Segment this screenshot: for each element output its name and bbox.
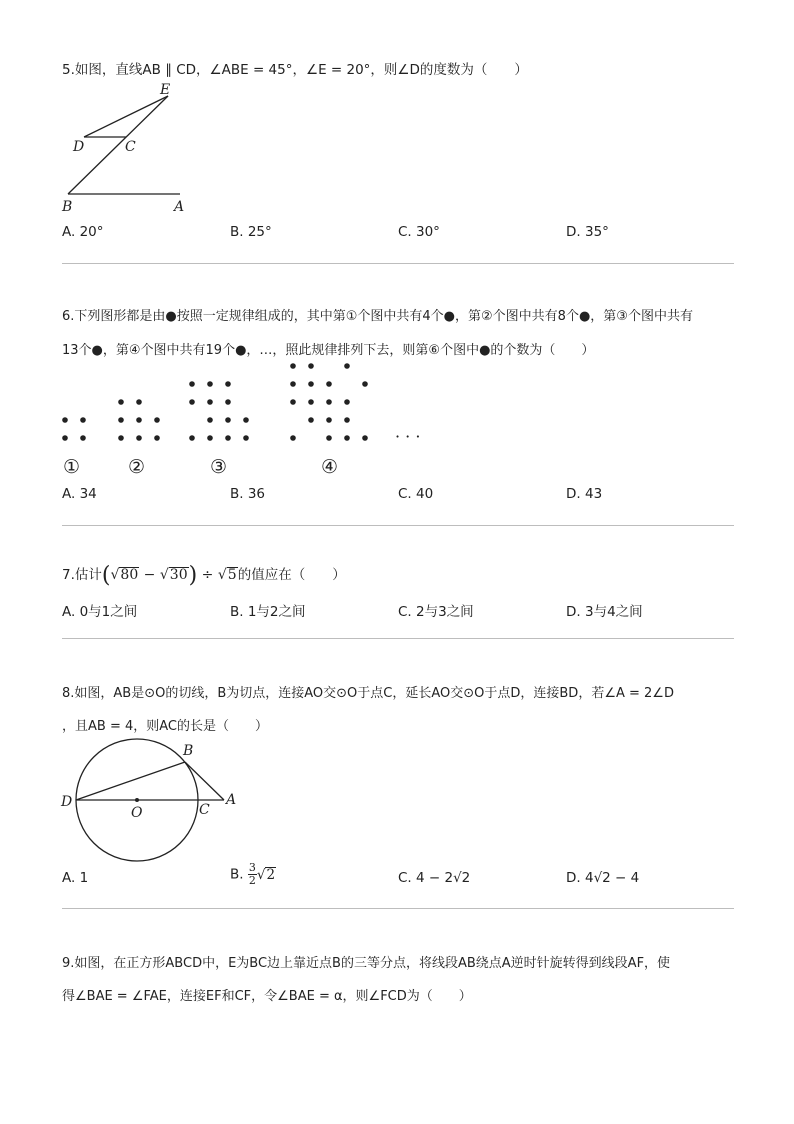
q5-label-d: D xyxy=(73,139,85,155)
divider xyxy=(62,263,734,264)
q8-option-c: C. 4 − 2√2 xyxy=(398,870,471,886)
divider xyxy=(62,525,734,526)
q6-option-b: B. 36 xyxy=(230,486,266,502)
q5-label-e: E xyxy=(160,82,171,98)
q5-label-c: C xyxy=(125,139,136,155)
q8-label-b: B xyxy=(183,743,194,759)
q7-stem-suffix: 的值应在（ ） xyxy=(237,567,346,583)
q9-stem-line2: 得∠BAE = ∠FAE，连接EF和CF，令∠BAE = α，则∠FCD为（ ） xyxy=(62,989,472,1004)
q8-label-d: D xyxy=(61,794,73,810)
q6-figure-label-2: ② xyxy=(128,456,146,478)
q8-option-b-letter: B. xyxy=(230,866,244,883)
q8-option-b: B. $\frac{3}{2}$ √2 xyxy=(230,861,276,887)
q8-option-b-fraction: $\frac{3}{2}$ xyxy=(248,861,256,887)
q6-figure-label-3: ③ xyxy=(210,456,228,478)
q8-figure xyxy=(58,738,248,866)
q5-option-b: B. 25° xyxy=(230,224,272,240)
q6-dot-figures xyxy=(55,355,455,485)
q6-option-a: A. 34 xyxy=(62,486,97,502)
q6-ellipsis: · · · xyxy=(395,427,421,446)
q8-option-a: A. 1 xyxy=(62,870,89,886)
q8-label-o: O xyxy=(131,805,143,821)
q9-stem-line1: 9.如图，在正方形ABCD中，E为BC边上靠近点B的三等分点，将线段AB绕点A逆时针旋转得到线段AF，使 xyxy=(62,956,671,971)
q7-expression: (√80 − √30) ÷ √5 xyxy=(101,563,237,588)
q8-label-a: A xyxy=(226,792,237,808)
q8-option-d: D. 4√2 − 4 xyxy=(566,870,640,886)
q5-stem: 5.如图，直线AB ∥ CD，∠ABE = 45°，∠E = 20°，则∠D的度数为（ ） xyxy=(62,62,528,78)
q8-stem-line1: 8.如图，AB是⊙O的切线，B为切点，连接AO交⊙O于点C，延长AO交⊙O于点D，连接BD，若∠A = 2∠D xyxy=(62,686,674,701)
q7-option-d: D. 3与4之间 xyxy=(566,604,643,620)
q5-figure xyxy=(60,80,200,218)
q8-label-c: C xyxy=(199,802,210,818)
q5-option-d: D. 35° xyxy=(566,224,609,240)
q6-stem-line2: 13个●，第④个图中共有19个●，…，照此规律排列下去，则第⑥个图中●的个数为（ ） xyxy=(62,343,595,358)
q5-option-c: C. 30° xyxy=(398,224,440,240)
q6-option-c: C. 40 xyxy=(398,486,434,502)
divider xyxy=(62,638,734,639)
q7-stem xyxy=(62,563,346,588)
q8-stem-line2: ，且AB = 4，则AC的长是（ ） xyxy=(62,719,268,734)
q5-label-b: B xyxy=(62,199,73,215)
q6-figure-label-4: ④ xyxy=(321,456,339,478)
divider xyxy=(62,908,734,909)
q7-option-c: C. 2与3之间 xyxy=(398,604,474,620)
q5-option-a: A. 20° xyxy=(62,224,104,240)
q6-option-d: D. 43 xyxy=(566,486,603,502)
q5-label-a: A xyxy=(174,199,185,215)
q7-option-b: B. 1与2之间 xyxy=(230,604,306,620)
q7-option-a: A. 0与1之间 xyxy=(62,604,138,620)
q6-figure-label-1: ① xyxy=(63,456,81,478)
q7-stem-prefix: 7.估计 xyxy=(62,567,102,583)
q6-stem-line1: 6.下列图形都是由●按照一定规律组成的，其中第①个图中共有4个●，第②个图中共有8个●，第③个图中共有 xyxy=(62,309,693,324)
